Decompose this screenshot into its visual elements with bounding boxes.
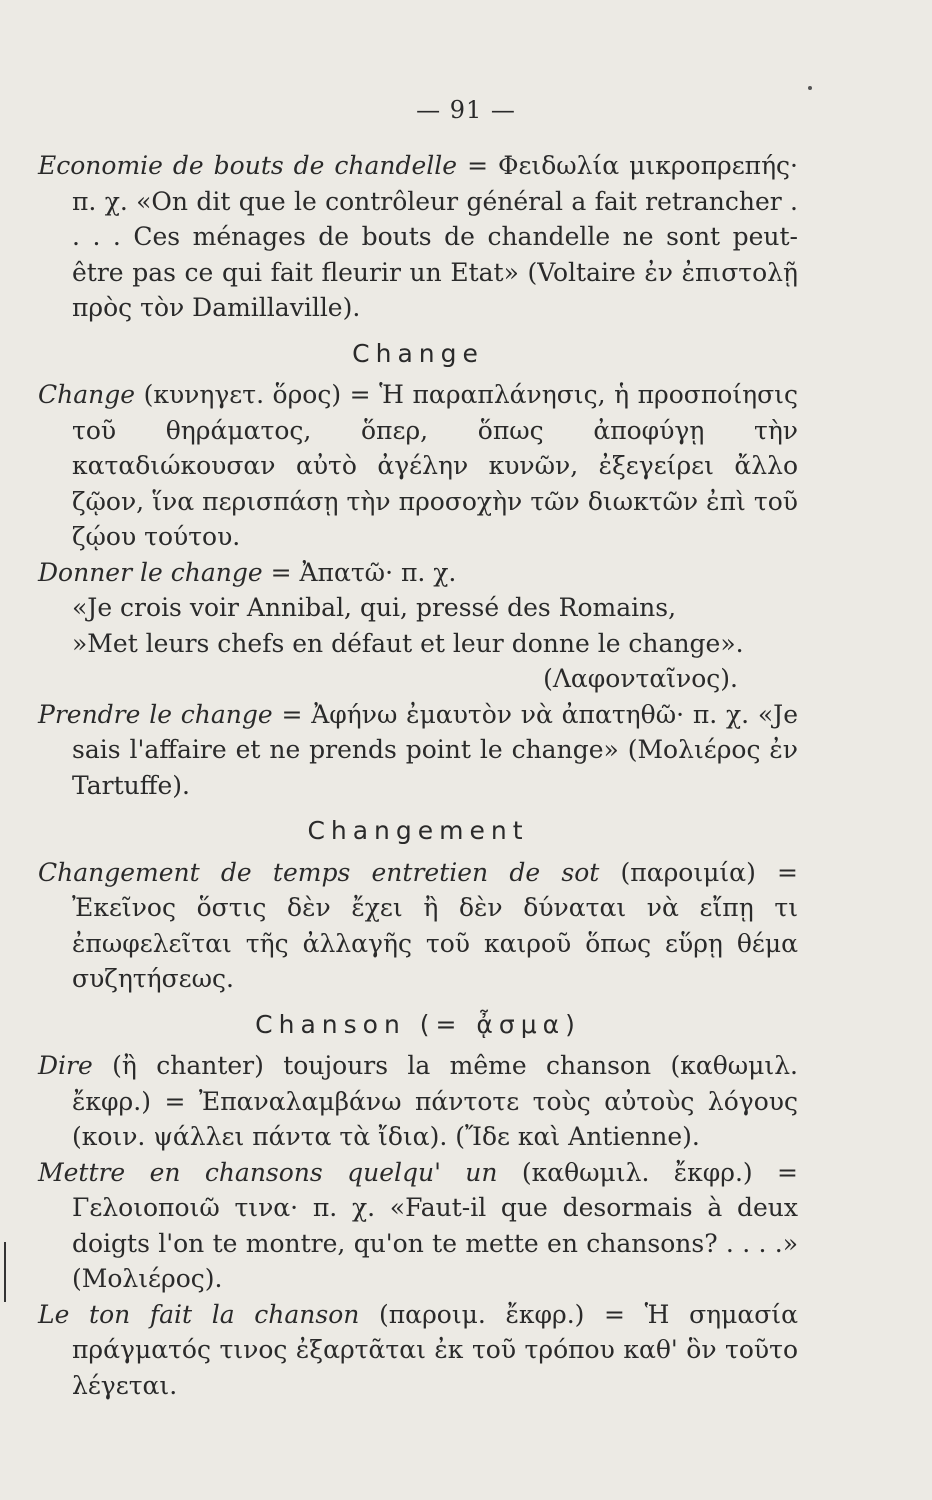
entry-definition: = Φειδωλία μικροπρεπής· π. χ. «On dit que le contrôleur général a fait retrancher . . . . Ces ménages de bouts de chandelle ne sont peut-être pas ce qui fait fleurir un Etat» (Voltaire ἐν ἐπιστολῇ πρὸς τὸν Damillaville). [72, 151, 798, 322]
entry-le-ton-fait-la-chanson [38, 1297, 798, 1404]
margin-mark [4, 1242, 6, 1302]
section-heading-change: Change [352, 338, 484, 368]
section-heading-changement: Changement [307, 816, 529, 845]
quote-attribution: (Λαφονταῖνος). [543, 664, 738, 693]
entry-mettre-en-chansons [38, 1155, 798, 1297]
entry-definition: (παροιμ. ἔκφρ.) = Ἡ σημασία πράγματός τινος ἐξαρτᾶται ἐκ τοῦ τρόπου καθ' ὃν τοῦτο λέγεται. [72, 1299, 798, 1400]
entry-term: Mettre en chansons quelqu' un [38, 1157, 498, 1187]
entry-term: Donner le change [38, 557, 263, 587]
entry-prendre-le-change [38, 697, 798, 804]
quote-line: »Met leurs chefs en défaut et leur donne le change». [72, 628, 744, 658]
entry-definition: = Ἀφήνω ἐμαυτὸν νὰ ἀπατηθῶ· π. χ. «Je sais l'affaire et ne prends point le change» (Μολιέρος ἐν Tartuffe). [72, 699, 798, 800]
entry-term: Le ton fait la chanson [38, 1299, 360, 1329]
entry-dire-la-meme-chanson [38, 1048, 798, 1155]
entry-economie [38, 148, 798, 326]
entry-definition: (καθωμιλ. ἔκφρ.) = Γελοιοποιῶ τινα· π. χ. «Faut-il que desormais à deux doigts l'on te montre, qu'on te mette en chansons? . . . .» (Μολιέρος). [72, 1157, 798, 1293]
page-number: — 91 — [416, 96, 516, 124]
entry-term: Changement de temps entretien de sot [38, 857, 600, 887]
quote-line: «Je crois voir Annibal, qui, pressé des Romains, [72, 593, 677, 622]
entry-donner-le-change [38, 555, 798, 591]
entry-definition: = Ἀπατῶ· π. χ. [262, 557, 457, 587]
entry-change [38, 377, 798, 555]
entry-term: Economie de bouts de chandelle [38, 151, 458, 180]
entry-term: Prendre le change [38, 699, 273, 729]
section-heading-chanson: Chanson (= ᾆσμα) [255, 1009, 581, 1039]
page-content [38, 148, 798, 1403]
entry-term: Dire [38, 1051, 93, 1080]
entry-changement-de-temps [38, 855, 798, 997]
entry-definition: (παροιμία) = Ἐκεῖνος ὅστις δὲν ἔχει ἢ δὲν δύναται νὰ εἴπῃ τι ἐπωφελεῖται τῆς ἀλλαγῆς τοῦ καιροῦ ὅπως εὕρῃ θέμα συζητήσεως. [72, 857, 798, 993]
entry-term: Change [38, 380, 136, 409]
speck-mark [808, 86, 812, 90]
entry-definition: (ἢ chanter) toujours la même chanson (καθωμιλ. ἔκφρ.) = Ἐπαναλαμβάνω πάντοτε τοὺς αὐτοὺς λόγους (κοιν. ψάλλει πάντα τὰ ἴδια). (Ἴδε καὶ Antienne). [72, 1051, 798, 1151]
entry-definition: (κυνηγετ. ὅρος) = Ἡ παραπλάνησις, ἡ προσποίησις τοῦ θηράματος, ὅπερ, ὅπως ἀποφύγῃ τὴν καταδιώκουσαν αὐτὸ ἀγέλην κυνῶν, ἐξεγείρει ἄλλο ζῷον, ἵνα περισπάσῃ τὴν προσοχὴν τῶν διωκτῶν ἐπὶ τοῦ ζῴου τούτου. [72, 380, 798, 551]
